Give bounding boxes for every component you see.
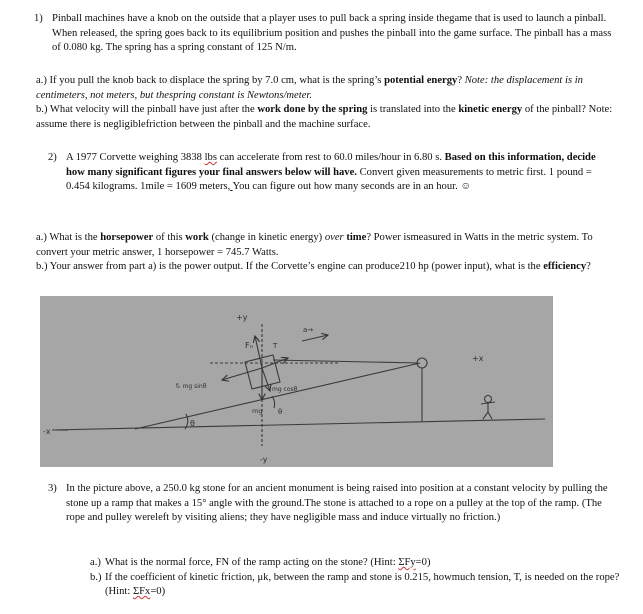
label-tension: T — [273, 342, 278, 350]
q2a-bold-1: horsepower — [100, 232, 154, 243]
q2a-bold-2: work — [185, 232, 209, 243]
q2-text-3: Convert given measurements to metric first. 1 pound = 0.454 kilograms. 1mile = 1609 meters, — [66, 166, 592, 193]
label-mg: mg — [252, 407, 263, 415]
q3b-text: If the coefficient of kinetic friction, μk, between the ramp and stone is 0.215, howmuch tension, T, is needed on the rope? (Hint: — [105, 571, 620, 598]
q3b-post: =0) — [150, 586, 166, 598]
angle-arc-2 — [272, 396, 275, 408]
q3b-label: b.) — [90, 571, 102, 583]
q1a-bold: potential energy — [384, 75, 458, 86]
q2-lbs: lbs — [204, 152, 217, 163]
ramp-diagram-photo — [40, 296, 553, 467]
label-normal-force: Fₙ — [245, 341, 253, 350]
stick-figure-head — [485, 396, 492, 403]
q2-text-2: can accelerate from rest to 60.0 miles/hour in 6.80 s. — [216, 152, 445, 163]
q2a-italic: over — [324, 232, 344, 243]
question-1 — [34, 12, 620, 56]
question-2-number: 2) — [48, 152, 57, 163]
q2a-text: a.) What is the — [36, 232, 101, 243]
question-2-part-a — [36, 231, 622, 260]
friction-vector — [222, 368, 262, 380]
q1b-suffix: of the pinball? Note: assume there is negligiblefriction between the pinball and the machine surface. — [36, 104, 613, 130]
mgcos-vector — [262, 368, 270, 391]
label-friction: fₖ mg sinθ — [176, 383, 207, 390]
label-minus-x: -x — [43, 427, 51, 436]
question-3-part-b — [90, 571, 620, 600]
q1a-text: a.) If you pull the knob back to displace the spring by 7.0 cm, what is the spring’s — [36, 75, 385, 86]
question-1-part-b — [36, 103, 622, 132]
q1b-mid: is translated into the — [367, 104, 459, 116]
rope — [273, 360, 418, 363]
q3b-sum: ΣFx — [132, 586, 151, 598]
q3a-post: =0) — [415, 557, 431, 568]
q2-text-4: You can figure out how many seconds are in an hour. ☺ — [232, 181, 472, 193]
question-1-text: Pinball machines have a knob on the outside that a player uses to pull back a spring inside thegame that is used to launch a pinball. When released, the spring goes back to its equilibrium position and pushes the pinball into the game surface. The pinball has a mass of 0.080 kg. The spring has a spring constant of 125 N/m. — [52, 13, 612, 54]
label-theta-vector: θ — [278, 408, 283, 416]
label-theta-ramp: θ — [190, 419, 195, 428]
question-3-number: 3) — [48, 483, 57, 494]
label-plus-y: +y — [236, 313, 248, 322]
q2b-bold: efficiency — [543, 261, 587, 273]
question-3-parts — [90, 556, 620, 600]
q2-bold: Based on this information, decide how many significant figures your final answers below will have. — [66, 152, 596, 178]
label-minus-y: -y — [260, 455, 268, 464]
q2a-mid-1: of this — [153, 232, 186, 243]
q1b-bold-1: work done by the spring — [257, 104, 368, 116]
q1b-text: b.) What velocity will the pinball have just after the — [36, 104, 258, 116]
acceleration-arrow — [302, 335, 328, 341]
q1b-bold-2: kinetic energy — [458, 104, 523, 116]
question-1-parts — [36, 74, 622, 132]
question-3-part-a — [90, 556, 620, 571]
q1a-note: Note: the displacement is in centimeters, not meters, but thespring constant is Newtons/meter. — [36, 75, 583, 101]
q3a-sum: ΣFy — [398, 557, 416, 568]
q3a-label: a.) — [90, 557, 101, 568]
label-mgcos: mg cosθ — [272, 386, 298, 393]
label-plus-x: +x — [472, 354, 484, 363]
question-1-part-a — [36, 74, 622, 103]
question-2-part-b — [36, 260, 622, 275]
q2a-mid-2: (change in kinetic energy) — [208, 232, 325, 243]
q3a-text: What is the normal force, FN of the ramp acting on the stone? (Hint: — [105, 557, 399, 568]
question-1-number: 1) — [34, 13, 43, 24]
question-2 — [48, 151, 600, 195]
question-3-text: In the picture above, a 250.0 kg stone for an ancient monument is being raised into position at a constant velocity by pulling the stone up a ramp that makes a 15° angle with the ground.The stone is attached to a rope on a pulley at the top of the ramp. (The rope and pulley wereleft by visiting aliens; they have negligible mass and induce virtually no friction.) — [66, 483, 608, 524]
ground-line — [52, 419, 545, 430]
q2b-text: b.) Your answer from part a) is the power output. If the Corvette’s engine can produce210 hp (power input), what is the — [36, 261, 544, 273]
question-3 — [48, 482, 620, 526]
q2a-suffix: ? Power ismeasured in Watts in the metric system. To convert your metric answer, 1 horsepower = 745.7 Watts. — [36, 232, 593, 258]
ramp-diagram — [40, 296, 553, 467]
stick-figure-leg-right — [488, 412, 492, 419]
q2a-bold-3: time — [346, 232, 367, 243]
q2b-suffix: ? — [586, 261, 591, 273]
q1a-mid: ? — [457, 75, 465, 86]
question-2-parts — [36, 231, 622, 275]
q2-text-1: A 1977 Corvette weighing 3838 — [66, 152, 205, 163]
label-acceleration: a→ — [303, 326, 314, 334]
stick-figure-leg-left — [483, 412, 488, 419]
